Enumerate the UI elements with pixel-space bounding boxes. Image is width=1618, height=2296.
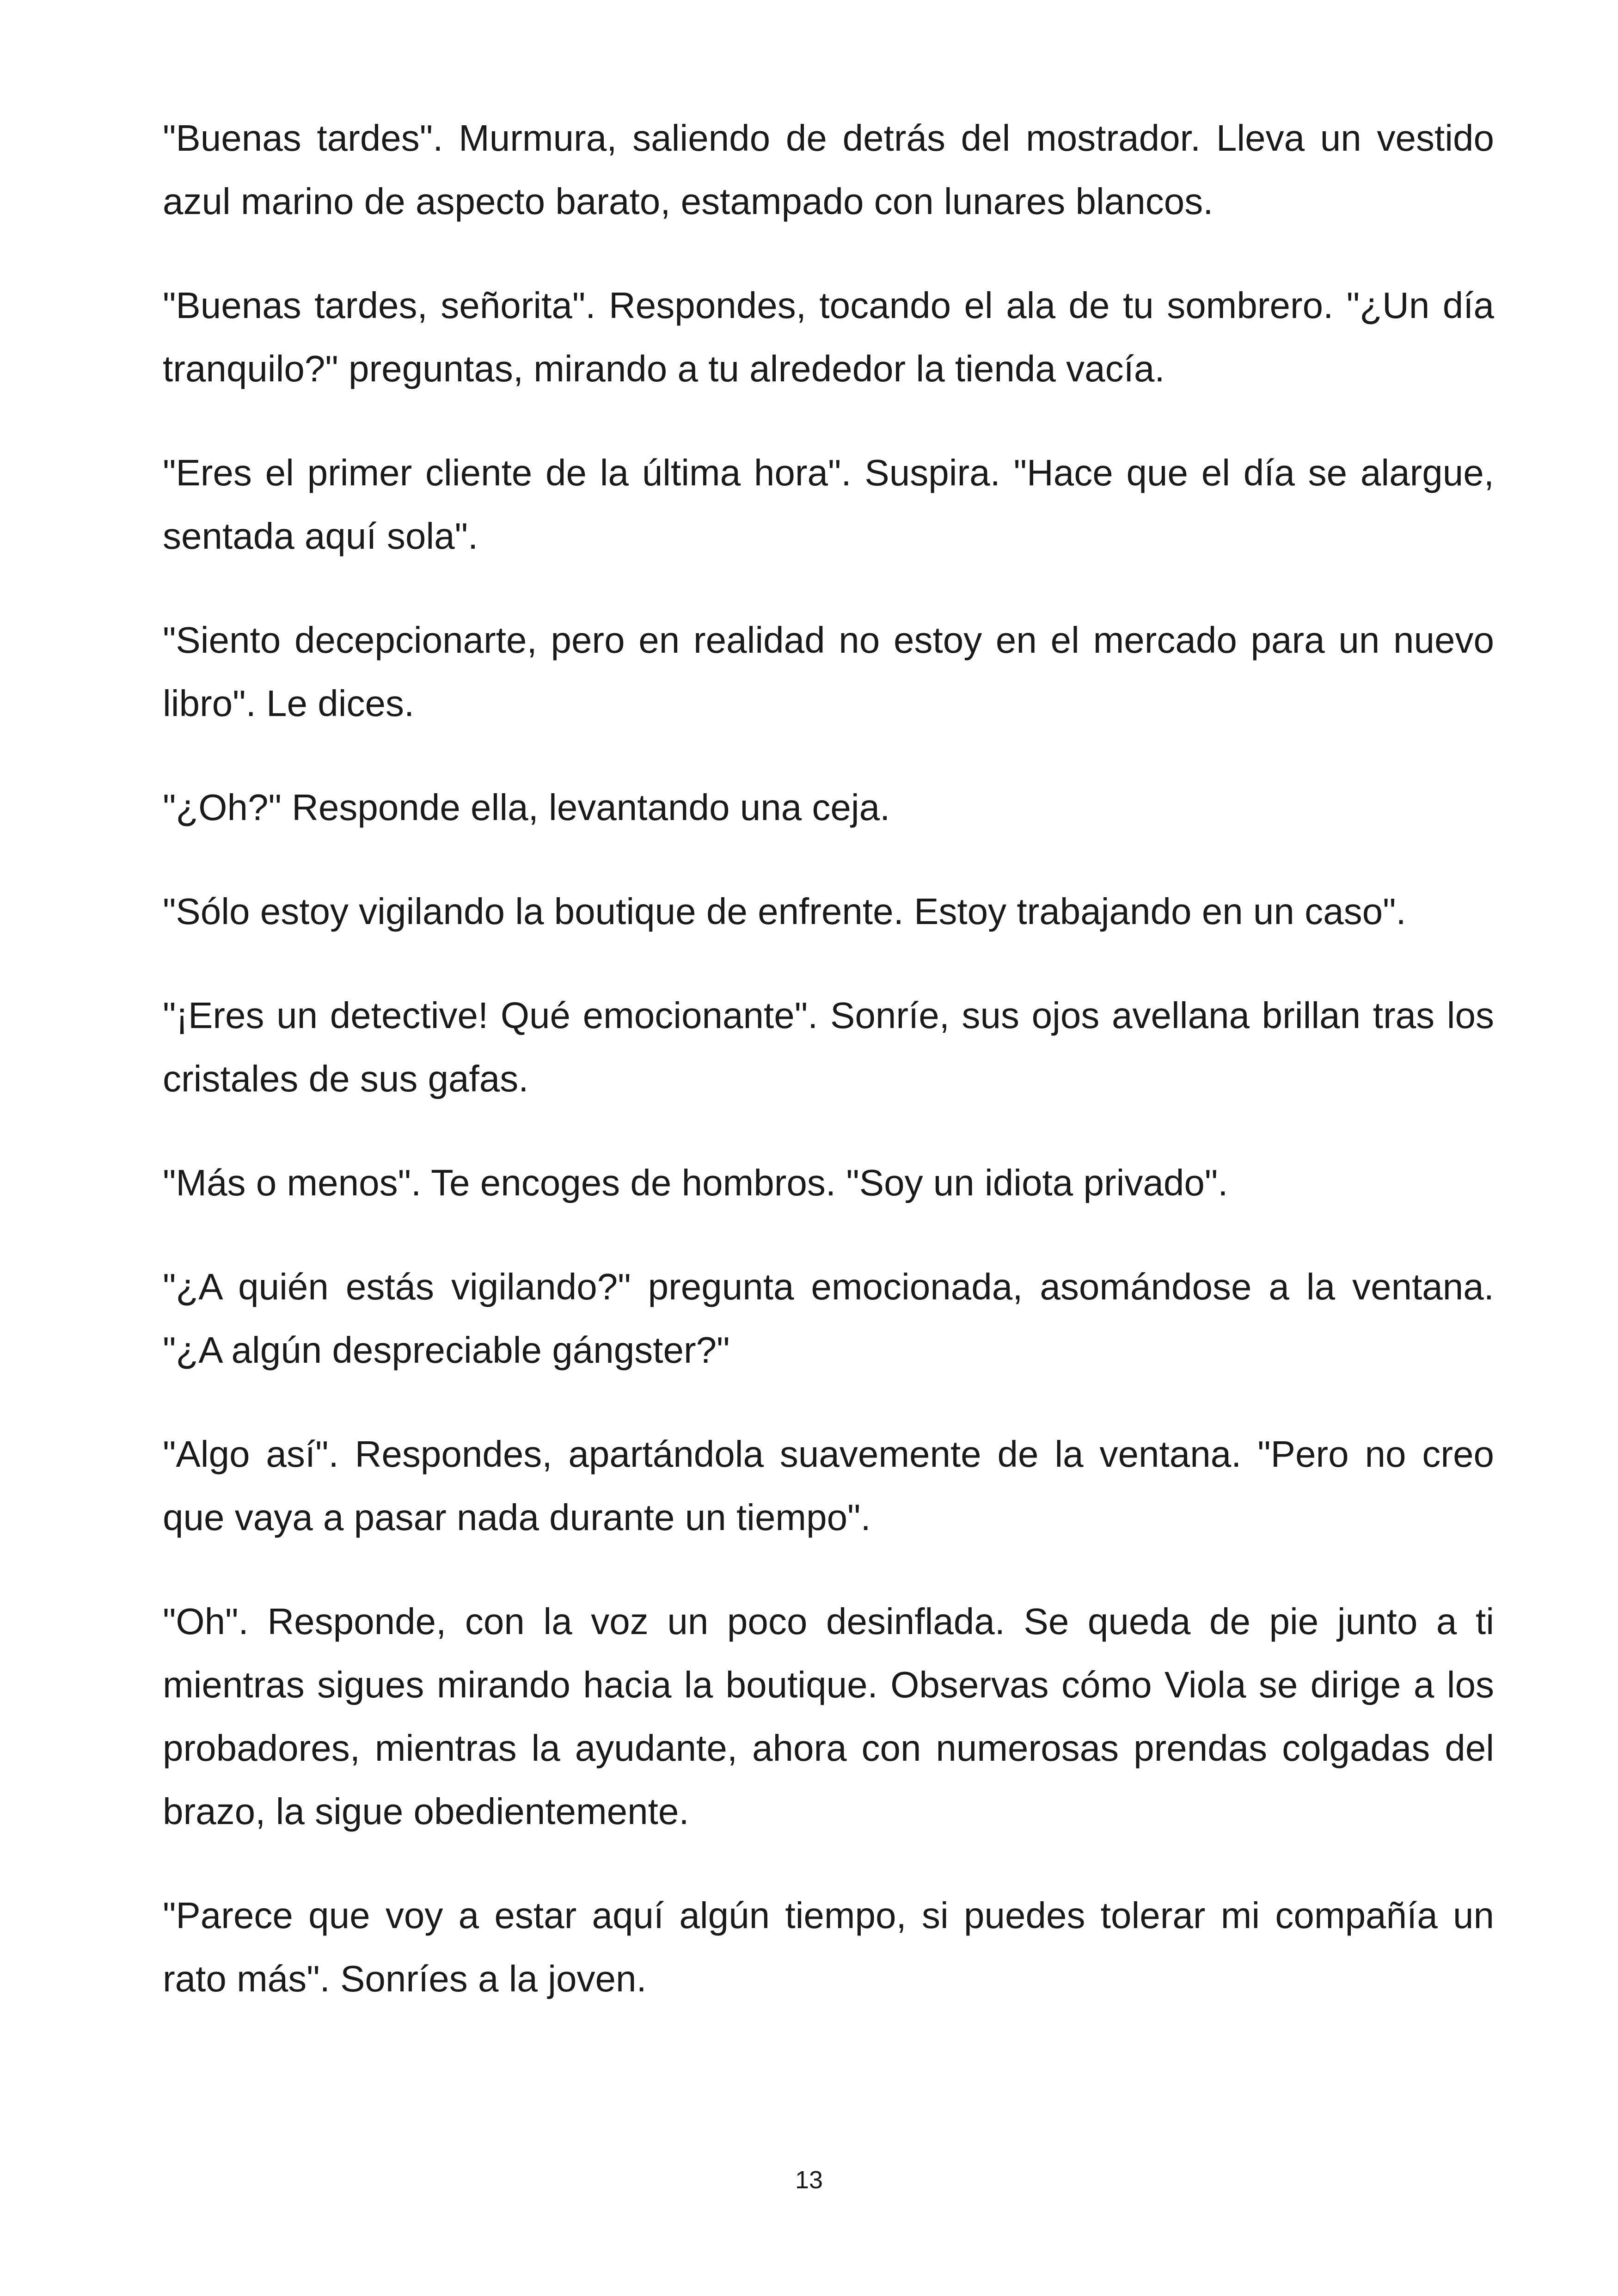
paragraph-5: "¿Oh?" Responde ella, levantando una ceja. — [163, 787, 890, 828]
paragraph-11: "Oh". Responde, con la voz un poco desinflada. Se queda de pie junto a ti mientras sigues mirando hacia la boutique. Observas cómo Viola se dirige a los probadores, mientras la ayudante, ahora con numerosas prendas colgadas del brazo, la sigue obedientemente. — [163, 1601, 1494, 1832]
body-text — [163, 106, 1494, 2010]
paragraph-3: "Eres el primer cliente de la última hora". Suspira. "Hace que el día se alargue, sentada aquí sola". — [163, 452, 1494, 557]
paragraph-6: "Sólo estoy vigilando la boutique de enfrente. Estoy trabajando en un caso". — [163, 891, 1406, 932]
page-number: 13 — [795, 2166, 823, 2194]
paragraph-10: "Algo así". Respondes, apartándola suavemente de la ventana. "Pero no creo que vaya a pasar nada durante un tiempo". — [163, 1433, 1494, 1538]
paragraph-2: "Buenas tardes, señorita". Respondes, tocando el ala de tu sombrero. "¿Un día tranquilo?" preguntas, mirando a tu alrededor la tienda vacía. — [163, 285, 1494, 389]
paragraph-9: "¿A quién estás vigilando?" pregunta emocionada, asomándose a la ventana. "¿A algún despreciable gángster?" — [163, 1266, 1494, 1371]
paragraph-7: "¡Eres un detective! Qué emocionante". Sonríe, sus ojos avellana brillan tras los cristales de sus gafas. — [163, 995, 1494, 1099]
paragraph-1: "Buenas tardes". Murmura, saliendo de detrás del mostrador. Lleva un vestido azul marino de aspecto barato, estampado con lunares blancos. — [163, 117, 1494, 222]
paragraph-8: "Más o menos". Te encoges de hombros. "Soy un idiota privado". — [163, 1162, 1228, 1203]
paragraph-12: "Parece que voy a estar aquí algún tiempo, si puedes tolerar mi compañía un rato más". Sonríes a la joven. — [163, 1895, 1494, 1999]
paragraph-4: "Siento decepcionarte, pero en realidad no estoy en el mercado para un nuevo libro". Le dices. — [163, 619, 1494, 724]
